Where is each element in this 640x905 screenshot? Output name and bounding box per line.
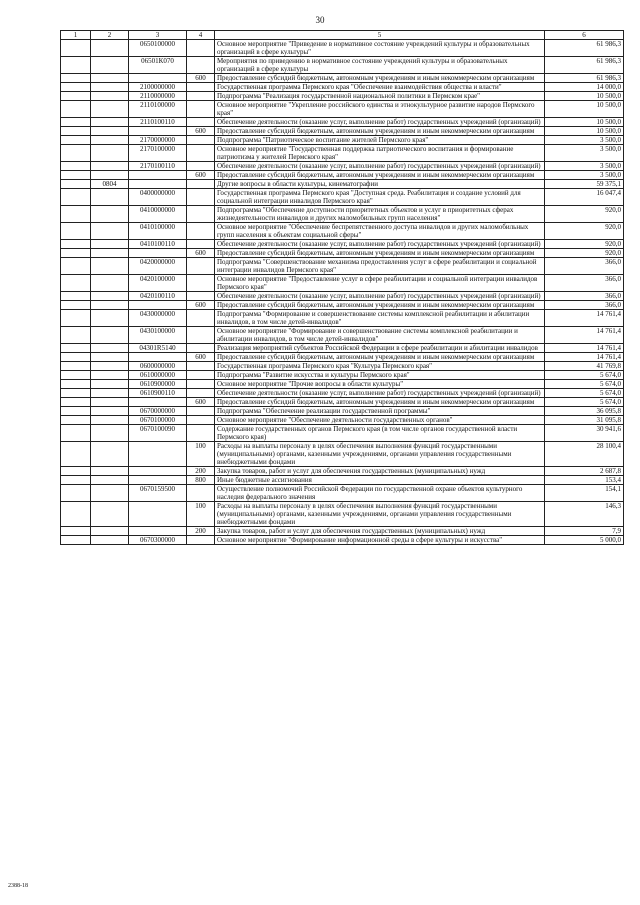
expense-type-cell: 100 (187, 442, 215, 467)
target-code-cell (129, 353, 187, 362)
table-body (61, 40, 624, 545)
subsection-cell (91, 467, 129, 476)
description-cell: Реализация мероприятий субъектов Российской Федерации в сфере реабилитации и абилитации инвалидов (215, 344, 545, 353)
amount-cell: 5 674,0 (545, 398, 624, 407)
subsection-cell (91, 442, 129, 467)
subsection-cell (91, 485, 129, 502)
section-cell (61, 162, 91, 171)
target-code-cell: 0430000000 (129, 310, 187, 327)
table-row (61, 240, 624, 249)
expense-type-cell (187, 327, 215, 344)
description-cell: Обеспечение деятельности (оказание услуг, выполнение работ) государственных учреждений (организаций) (215, 389, 545, 398)
amount-cell: 920,0 (545, 206, 624, 223)
column-header: 5 (215, 31, 545, 40)
section-cell (61, 536, 91, 545)
description-cell: Основное мероприятие "Государственная поддержка патриотического воспитания и формирование патриотизма у жителей Пермского края" (215, 145, 545, 162)
expense-type-cell (187, 40, 215, 57)
amount-cell: 366,0 (545, 301, 624, 310)
amount-cell: 3 500,0 (545, 145, 624, 162)
table-row (61, 74, 624, 83)
table-row (61, 206, 624, 223)
target-code-cell (129, 301, 187, 310)
table-row (61, 292, 624, 301)
amount-cell: 14 761,4 (545, 353, 624, 362)
description-cell: Обеспечение деятельности (оказание услуг, выполнение работ) государственных учреждений (организаций) (215, 292, 545, 301)
amount-cell: 3 500,0 (545, 162, 624, 171)
description-cell: Основное мероприятие "Обеспечение деятельности государственных органов" (215, 416, 545, 425)
target-code-cell (129, 171, 187, 180)
subsection-cell: 0804 (91, 180, 129, 189)
section-cell (61, 389, 91, 398)
description-cell: Основное мероприятие "Приведение в нормативное состояние учреждений культуры и образовательных организаций в сфере культуры" (215, 40, 545, 57)
expense-type-cell (187, 416, 215, 425)
document-code: 2388-18 (8, 883, 28, 889)
target-code-cell: 2110100110 (129, 118, 187, 127)
expense-type-cell (187, 189, 215, 206)
section-cell (61, 249, 91, 258)
table-row (61, 127, 624, 136)
subsection-cell (91, 425, 129, 442)
section-cell (61, 145, 91, 162)
target-code-cell: 2170100110 (129, 162, 187, 171)
description-cell: Подпрограмма "Развитие искусства и культуры Пермского края" (215, 371, 545, 380)
table-row (61, 145, 624, 162)
amount-cell: 36 095,8 (545, 407, 624, 416)
amount-cell: 153,4 (545, 476, 624, 485)
target-code-cell: 0610000000 (129, 371, 187, 380)
expense-type-cell (187, 145, 215, 162)
table-row (61, 171, 624, 180)
target-code-cell: 0670100000 (129, 416, 187, 425)
subsection-cell (91, 74, 129, 83)
section-cell (61, 353, 91, 362)
table-row (61, 476, 624, 485)
description-cell: Расходы на выплаты персоналу в целях обеспечения выполнения функций государственными (муниципальными) органами, казенными учреждениями, органами управления государственными внебюджетными фондами (215, 442, 545, 467)
section-cell (61, 301, 91, 310)
expense-type-cell: 600 (187, 127, 215, 136)
expense-type-cell: 600 (187, 301, 215, 310)
section-cell (61, 416, 91, 425)
description-cell: Предоставление субсидий бюджетным, автономным учреждениям и иным некоммерческим организациям (215, 301, 545, 310)
target-code-cell: 0410000000 (129, 206, 187, 223)
table-row (61, 189, 624, 206)
subsection-cell (91, 301, 129, 310)
table-row (61, 502, 624, 527)
target-code-cell: 0670159500 (129, 485, 187, 502)
table-row (61, 92, 624, 101)
expense-type-cell (187, 206, 215, 223)
description-cell: Государственная программа Пермского края "Культура Пермского края" (215, 362, 545, 371)
section-cell (61, 240, 91, 249)
section-cell (61, 57, 91, 74)
amount-cell: 14 761,4 (545, 310, 624, 327)
amount-cell: 16 047,4 (545, 189, 624, 206)
description-cell: Обеспечение деятельности (оказание услуг, выполнение работ) государственных учреждений (организаций) (215, 162, 545, 171)
table-row (61, 416, 624, 425)
description-cell: Предоставление субсидий бюджетным, автономным учреждениям и иным некоммерческим организациям (215, 74, 545, 83)
subsection-cell (91, 127, 129, 136)
table-row (61, 344, 624, 353)
target-code-cell (129, 442, 187, 467)
subsection-cell (91, 327, 129, 344)
expense-type-cell: 600 (187, 171, 215, 180)
description-cell: Содержание государственных органов Пермского края (в том числе органов государственной власти Пермского края) (215, 425, 545, 442)
expense-type-cell: 600 (187, 74, 215, 83)
expense-type-cell: 600 (187, 353, 215, 362)
description-cell: Предоставление субсидий бюджетным, автономным учреждениям и иным некоммерческим организациям (215, 171, 545, 180)
description-cell: Закупка товаров, работ и услуг для обеспечения государственных (муниципальных) нужд (215, 467, 545, 476)
table-row (61, 425, 624, 442)
table-row (61, 362, 624, 371)
column-header: 6 (545, 31, 624, 40)
subsection-cell (91, 136, 129, 145)
description-cell: Основное мероприятие "Прочие вопросы в области культуры" (215, 380, 545, 389)
table-row (61, 275, 624, 292)
section-cell (61, 101, 91, 118)
subsection-cell (91, 240, 129, 249)
target-code-cell (129, 180, 187, 189)
description-cell: Подпрограмма "Обеспечение реализации государственной программы" (215, 407, 545, 416)
target-code-cell: 06501К070 (129, 57, 187, 74)
subsection-cell (91, 83, 129, 92)
section-cell (61, 467, 91, 476)
amount-cell: 7,9 (545, 527, 624, 536)
expense-type-cell (187, 425, 215, 442)
table-row (61, 83, 624, 92)
expense-type-cell (187, 223, 215, 240)
table-row (61, 327, 624, 344)
amount-cell: 28 100,4 (545, 442, 624, 467)
subsection-cell (91, 258, 129, 275)
amount-cell: 920,0 (545, 240, 624, 249)
amount-cell: 31 095,8 (545, 416, 624, 425)
expense-type-cell (187, 162, 215, 171)
expense-type-cell (187, 344, 215, 353)
expense-type-cell (187, 380, 215, 389)
amount-cell: 3 500,0 (545, 171, 624, 180)
target-code-cell: 2110000000 (129, 92, 187, 101)
subsection-cell (91, 118, 129, 127)
section-cell (61, 40, 91, 57)
target-code-cell: 2100000000 (129, 83, 187, 92)
table-row (61, 407, 624, 416)
description-cell: Обеспечение деятельности (оказание услуг, выполнение работ) государственных учреждений (организаций) (215, 240, 545, 249)
amount-cell: 14 000,0 (545, 83, 624, 92)
description-cell: Подпрограмма "Совершенствование механизма предоставления услуг в сфере реабилитации и социальной интеграции инвалидов Пермского края" (215, 258, 545, 275)
section-cell (61, 292, 91, 301)
target-code-cell (129, 476, 187, 485)
expense-type-cell (187, 536, 215, 545)
amount-cell: 10 500,0 (545, 118, 624, 127)
section-cell (61, 476, 91, 485)
amount-cell: 3 500,0 (545, 136, 624, 145)
subsection-cell (91, 223, 129, 240)
section-cell (61, 74, 91, 83)
subsection-cell (91, 371, 129, 380)
subsection-cell (91, 416, 129, 425)
section-cell (61, 223, 91, 240)
amount-cell: 10 500,0 (545, 127, 624, 136)
amount-cell: 2 687,8 (545, 467, 624, 476)
expense-type-cell (187, 83, 215, 92)
table-row (61, 101, 624, 118)
amount-cell: 10 500,0 (545, 101, 624, 118)
section-cell (61, 127, 91, 136)
section-cell (61, 206, 91, 223)
target-code-cell: 0420100000 (129, 275, 187, 292)
description-cell: Основное мероприятие "Формирование информационной среды в сфере культуры и искусства" (215, 536, 545, 545)
table-row (61, 398, 624, 407)
section-cell (61, 310, 91, 327)
amount-cell: 41 769,8 (545, 362, 624, 371)
subsection-cell (91, 407, 129, 416)
expense-type-cell (187, 57, 215, 74)
target-code-cell: 0670300000 (129, 536, 187, 545)
section-cell (61, 327, 91, 344)
amount-cell: 366,0 (545, 258, 624, 275)
target-code-cell (129, 249, 187, 258)
description-cell: Предоставление субсидий бюджетным, автономным учреждениям и иным некоммерческим организациям (215, 249, 545, 258)
section-cell (61, 189, 91, 206)
table-row (61, 40, 624, 57)
section-cell (61, 442, 91, 467)
subsection-cell (91, 171, 129, 180)
table-row (61, 301, 624, 310)
subsection-cell (91, 502, 129, 527)
target-code-cell: 0600000000 (129, 362, 187, 371)
target-code-cell: 0420100110 (129, 292, 187, 301)
amount-cell: 10 500,0 (545, 92, 624, 101)
table-row (61, 162, 624, 171)
subsection-cell (91, 292, 129, 301)
expense-type-cell (187, 118, 215, 127)
table-row (61, 527, 624, 536)
target-code-cell: 0400000000 (129, 189, 187, 206)
expense-type-cell (187, 407, 215, 416)
description-cell: Мероприятия по приведению в нормативное состояние учреждений культуры и образовательных организаций в сфере культуры (215, 57, 545, 74)
target-code-cell: 04301R5140 (129, 344, 187, 353)
amount-cell: 61 986,3 (545, 40, 624, 57)
amount-cell: 154,1 (545, 485, 624, 502)
section-cell (61, 380, 91, 389)
subsection-cell (91, 398, 129, 407)
subsection-cell (91, 362, 129, 371)
amount-cell: 146,3 (545, 502, 624, 527)
table-row (61, 485, 624, 502)
target-code-cell: 0430100000 (129, 327, 187, 344)
amount-cell: 14 761,4 (545, 327, 624, 344)
subsection-cell (91, 101, 129, 118)
target-code-cell: 0610900000 (129, 380, 187, 389)
section-cell (61, 485, 91, 502)
section-cell (61, 502, 91, 527)
section-cell (61, 83, 91, 92)
expense-type-cell: 100 (187, 502, 215, 527)
target-code-cell: 2170000000 (129, 136, 187, 145)
description-cell: Иные бюджетные ассигнования (215, 476, 545, 485)
expense-type-cell (187, 101, 215, 118)
page-number: 30 (315, 15, 325, 25)
table-row (61, 310, 624, 327)
subsection-cell (91, 57, 129, 74)
amount-cell: 5 674,0 (545, 380, 624, 389)
section-cell (61, 425, 91, 442)
expense-type-cell (187, 92, 215, 101)
target-code-cell (129, 127, 187, 136)
section-cell (61, 362, 91, 371)
target-code-cell (129, 502, 187, 527)
subsection-cell (91, 536, 129, 545)
section-cell (61, 258, 91, 275)
description-cell: Основное мероприятие "Предоставление услуг в сфере реабилитации и социальной интеграции инвалидов Пермского края" (215, 275, 545, 292)
description-cell: Подпрограмма "Формирование и совершенствование системы комплексной реабилитации и абилитации инвалидов, в том числе детей-инвалидов" (215, 310, 545, 327)
description-cell: Другие вопросы в области культуры, кинематографии (215, 180, 545, 189)
amount-cell: 5 674,0 (545, 371, 624, 380)
target-code-cell: 0650100000 (129, 40, 187, 57)
target-code-cell: 0670000000 (129, 407, 187, 416)
subsection-cell (91, 40, 129, 57)
column-header: 3 (129, 31, 187, 40)
subsection-cell (91, 353, 129, 362)
table-row (61, 442, 624, 467)
amount-cell: 61 986,3 (545, 74, 624, 83)
expense-type-cell (187, 362, 215, 371)
table-row (61, 536, 624, 545)
target-code-cell: 0410100110 (129, 240, 187, 249)
subsection-cell (91, 206, 129, 223)
section-cell (61, 92, 91, 101)
subsection-cell (91, 145, 129, 162)
description-cell: Предоставление субсидий бюджетным, автономным учреждениям и иным некоммерческим организациям (215, 398, 545, 407)
description-cell: Основное мероприятие "Обеспечение беспрепятственного доступа инвалидов и других маломобильных групп населения к объектам социальной сферы" (215, 223, 545, 240)
subsection-cell (91, 476, 129, 485)
amount-cell: 920,0 (545, 223, 624, 240)
target-code-cell: 0410100000 (129, 223, 187, 240)
table-row (61, 136, 624, 145)
expense-type-cell (187, 180, 215, 189)
target-code-cell: 0420000000 (129, 258, 187, 275)
table-row (61, 380, 624, 389)
section-cell (61, 275, 91, 292)
section-cell (61, 527, 91, 536)
subsection-cell (91, 189, 129, 206)
section-cell (61, 344, 91, 353)
amount-cell: 5 674,0 (545, 389, 624, 398)
subsection-cell (91, 92, 129, 101)
expense-type-cell (187, 310, 215, 327)
subsection-cell (91, 527, 129, 536)
expense-type-cell (187, 485, 215, 502)
target-code-cell (129, 467, 187, 476)
expense-type-cell (187, 389, 215, 398)
subsection-cell (91, 275, 129, 292)
amount-cell: 920,0 (545, 249, 624, 258)
description-cell: Обеспечение деятельности (оказание услуг, выполнение работ) государственных учреждений (организаций) (215, 118, 545, 127)
target-code-cell: 0610900110 (129, 389, 187, 398)
expense-type-cell: 200 (187, 527, 215, 536)
table-row (61, 57, 624, 74)
target-code-cell: 2170100000 (129, 145, 187, 162)
amount-cell: 366,0 (545, 292, 624, 301)
subsection-cell (91, 380, 129, 389)
description-cell: Подпрограмма "Обеспечение доступности приоритетных объектов и услуг в приоритетных сферах жизнедеятельности инвалидов и других маломобильных групп населения" (215, 206, 545, 223)
description-cell: Подпрограмма "Реализация государственной национальной политики в Пермском крае" (215, 92, 545, 101)
section-cell (61, 171, 91, 180)
table-row (61, 467, 624, 476)
amount-cell: 366,0 (545, 275, 624, 292)
expense-type-cell: 800 (187, 476, 215, 485)
description-cell: Предоставление субсидий бюджетным, автономным учреждениям и иным некоммерческим организациям (215, 353, 545, 362)
amount-cell: 61 986,3 (545, 57, 624, 74)
expense-type-cell: 200 (187, 467, 215, 476)
section-cell (61, 136, 91, 145)
budget-table (60, 30, 624, 545)
subsection-cell (91, 249, 129, 258)
subsection-cell (91, 344, 129, 353)
table-row (61, 249, 624, 258)
expense-type-cell: 600 (187, 398, 215, 407)
amount-cell: 59 375,1 (545, 180, 624, 189)
table-row (61, 371, 624, 380)
section-cell (61, 407, 91, 416)
table-row (61, 258, 624, 275)
section-cell (61, 398, 91, 407)
table-header-row (61, 31, 624, 40)
target-code-cell: 2110100000 (129, 101, 187, 118)
amount-cell: 30 941,6 (545, 425, 624, 442)
expense-type-cell (187, 371, 215, 380)
description-cell: Закупка товаров, работ и услуг для обеспечения государственных (муниципальных) нужд (215, 527, 545, 536)
amount-cell: 14 761,4 (545, 344, 624, 353)
description-cell: Государственная программа Пермского края "Доступная среда. Реабилитация и создание условий для социальной интеграции инвалидов Пермского края" (215, 189, 545, 206)
expense-type-cell (187, 275, 215, 292)
expense-type-cell (187, 258, 215, 275)
amount-cell: 5 000,0 (545, 536, 624, 545)
section-cell (61, 118, 91, 127)
target-code-cell: 0670100090 (129, 425, 187, 442)
section-cell (61, 371, 91, 380)
subsection-cell (91, 162, 129, 171)
expense-type-cell: 600 (187, 249, 215, 258)
table-row (61, 118, 624, 127)
subsection-cell (91, 310, 129, 327)
description-cell: Предоставление субсидий бюджетным, автономным учреждениям и иным некоммерческим организациям (215, 127, 545, 136)
column-header: 1 (61, 31, 91, 40)
expense-type-cell (187, 240, 215, 249)
expense-type-cell (187, 136, 215, 145)
description-cell: Расходы на выплаты персоналу в целях обеспечения выполнения функций государственными (муниципальными) органами, казенными учреждениями, органами управления государственными внебюджетными фондами (215, 502, 545, 527)
description-cell: Основное мероприятие "Формирование и совершенствование системы комплексной реабилитации и абилитации инвалидов, в том числе детей-инвалидов" (215, 327, 545, 344)
target-code-cell (129, 527, 187, 536)
target-code-cell (129, 398, 187, 407)
table-row (61, 180, 624, 189)
description-cell: Подпрограмма "Патриотическое воспитание жителей Пермского края" (215, 136, 545, 145)
column-header: 4 (187, 31, 215, 40)
section-cell (61, 180, 91, 189)
target-code-cell (129, 74, 187, 83)
table-row (61, 389, 624, 398)
table-row (61, 353, 624, 362)
description-cell: Государственная программа Пермского края "Обеспечение взаимодействия общества и власти" (215, 83, 545, 92)
description-cell: Осуществление полномочий Российской Федерации по государственной охране объектов культурного наследия федерального значения (215, 485, 545, 502)
column-header: 2 (91, 31, 129, 40)
table-row (61, 223, 624, 240)
expense-type-cell (187, 292, 215, 301)
subsection-cell (91, 389, 129, 398)
description-cell: Основное мероприятие "Укрепление российского единства и этнокультурное развитие народов Пермского края" (215, 101, 545, 118)
